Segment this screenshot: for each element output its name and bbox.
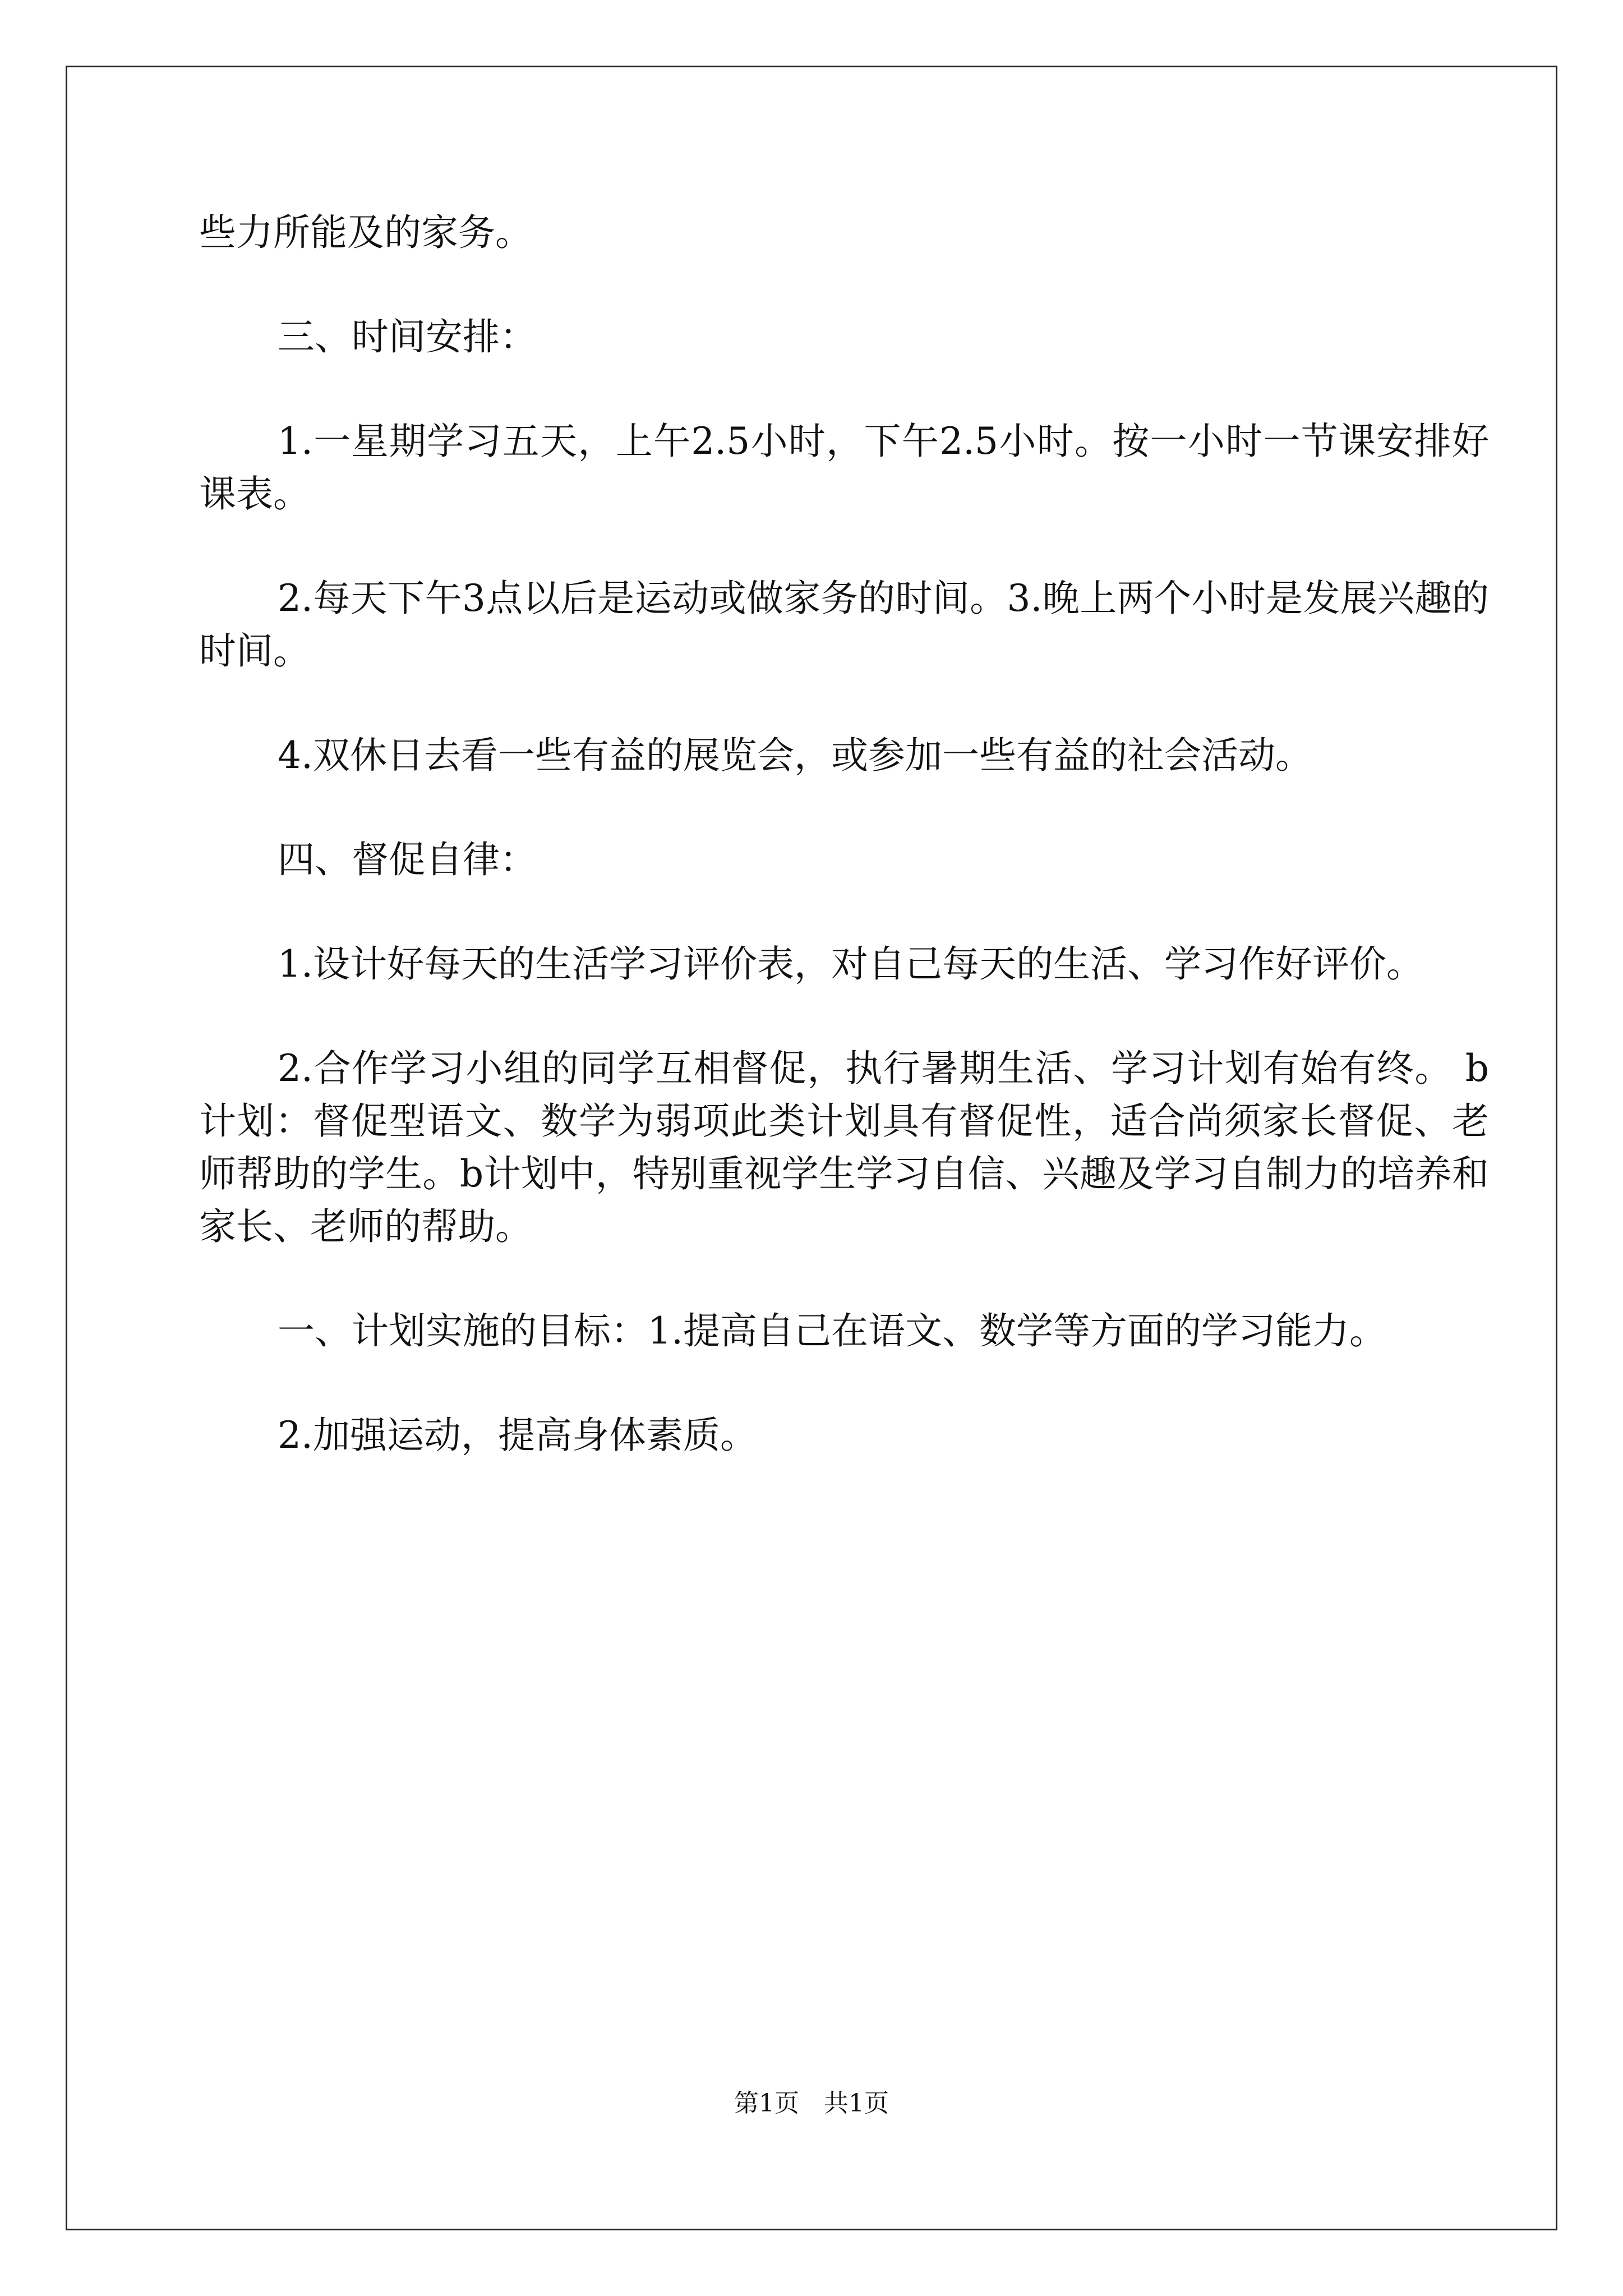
paragraph: 2.加强运动，提高身体素质。 — [278, 1414, 757, 1457]
paragraph: 些力所能及的家务。 — [199, 211, 532, 254]
paragraph: 2.每天下午3点以后是运动或做家务的时间。3.晚上两个小时是发展兴趣的时间。 — [199, 577, 1489, 673]
paragraph: 2.合作学习小组的同学互相督促，执行暑期生活、学习计划有始有终。 b计划：督促型语文、数学为弱项此类计划具有督促性，适合尚须家长督促、老师帮助的学生。b计划中，特别重视学生学习自信、兴趣及学习自制力的培养和家长、老师的帮助。 — [199, 1047, 1489, 1248]
paragraph: 1.一星期学习五天，上午2.5小时，下午2.5小时。按一小时一节课安排好课表。 — [199, 420, 1489, 516]
paragraph: 4.双休日去看一些有益的展览会，或参加一些有益的社会活动。 — [278, 734, 1312, 777]
paragraph: 1.设计好每天的生活学习评价表，对自己每天的生活、学习作好评价。 — [278, 942, 1423, 986]
page-number-footer: 第1页 共1页 — [734, 2089, 889, 2118]
section-heading: 四、督促自律： — [278, 838, 537, 881]
section-heading: 三、时间安排： — [278, 315, 537, 358]
document-body — [199, 206, 1489, 1513]
paragraph: 一、计划实施的目标：1.提高自己在语文、数学等方面的学习能力。 — [278, 1309, 1386, 1352]
